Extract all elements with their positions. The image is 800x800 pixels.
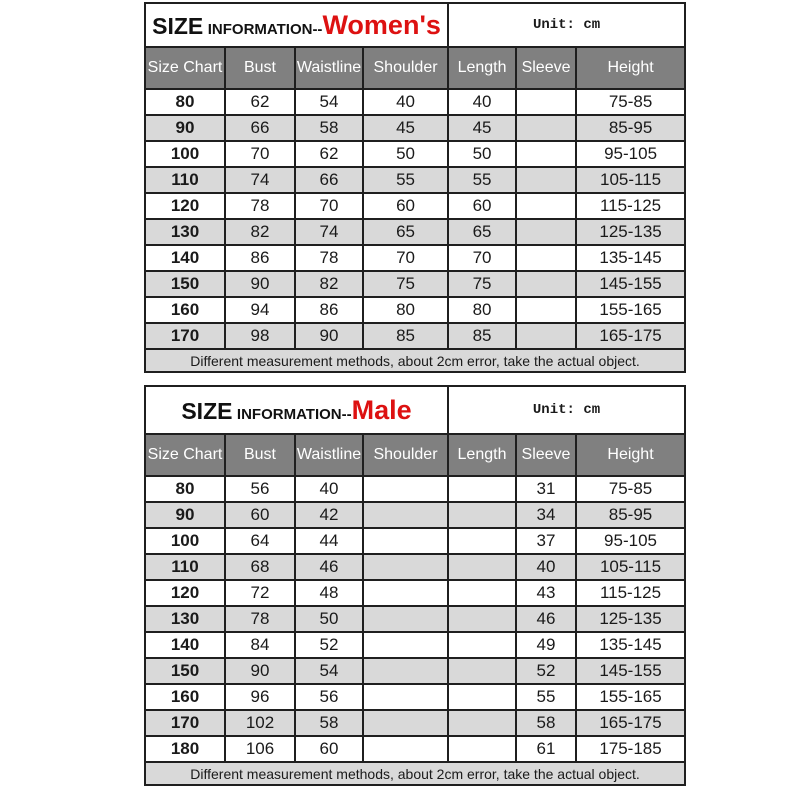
measurement-cell: 45 [448,115,516,141]
column-header-shoulder: Shoulder [363,47,448,89]
size-chart-cell: 100 [145,528,225,554]
measurement-cell: 82 [295,271,363,297]
table-row [145,141,685,167]
measurement-cell: 82 [225,219,295,245]
measurement-cell: 44 [295,528,363,554]
measurement-cell: 125-135 [576,219,685,245]
table-row [145,554,685,580]
size-chart-cell: 110 [145,554,225,580]
measurement-cell [516,141,576,167]
table-row [145,632,685,658]
measurement-cell: 85-95 [576,502,685,528]
measurement-cell: 55 [516,684,576,710]
measurement-cell [448,710,516,736]
measurement-cell: 65 [363,219,448,245]
measurement-cell: 85 [363,323,448,349]
footnote: Different measurement methods, about 2cm error, take the actual object. [145,349,685,372]
measurement-cell [448,606,516,632]
measurement-cell [448,632,516,658]
title-size-word: SIZE [181,397,233,424]
measurement-cell: 58 [516,710,576,736]
measurement-cell: 90 [225,271,295,297]
column-header-size-chart: Size Chart [145,47,225,89]
measurement-cell: 105-115 [576,554,685,580]
measurement-cell [516,193,576,219]
table-row [145,476,685,502]
measurement-cell [363,502,448,528]
measurement-cell: 54 [295,89,363,115]
measurement-cell: 85 [448,323,516,349]
measurement-cell: 60 [225,502,295,528]
table-row [145,89,685,115]
measurement-cell: 54 [295,658,363,684]
table-row [145,271,685,297]
table-row [145,658,685,684]
title-row [145,386,685,434]
footnote-row [145,349,685,372]
measurement-cell [516,219,576,245]
measurement-cell: 145-155 [576,658,685,684]
column-header-height: Height [576,47,685,89]
table-row [145,245,685,271]
measurement-cell [448,580,516,606]
measurement-cell: 115-125 [576,580,685,606]
measurement-cell: 75 [363,271,448,297]
size-chart-cell: 140 [145,632,225,658]
column-header-sleeve: Sleeve [516,434,576,476]
table-title [145,386,448,434]
measurement-cell: 60 [363,193,448,219]
measurement-cell: 50 [363,141,448,167]
measurement-cell [363,684,448,710]
measurement-cell [363,580,448,606]
measurement-cell [363,632,448,658]
column-header-bust: Bust [225,434,295,476]
size-chart-cell: 140 [145,245,225,271]
measurement-cell: 70 [225,141,295,167]
measurement-cell: 75 [448,271,516,297]
measurement-cell: 34 [516,502,576,528]
measurement-cell: 46 [516,606,576,632]
size-chart-cell: 170 [145,323,225,349]
measurement-cell: 90 [295,323,363,349]
table-row [145,580,685,606]
column-header-length: Length [448,47,516,89]
measurement-cell: 52 [516,658,576,684]
measurement-cell [363,476,448,502]
measurement-cell: 165-175 [576,323,685,349]
measurement-cell [448,684,516,710]
measurement-cell: 70 [363,245,448,271]
measurement-cell: 90 [225,658,295,684]
size-chart-cell: 180 [145,736,225,762]
measurement-cell [516,245,576,271]
title-info-word: INFORMATION-- [207,20,323,38]
measurement-cell: 55 [448,167,516,193]
size-chart-cell: 80 [145,476,225,502]
measurement-cell: 52 [295,632,363,658]
size-chart-cell: 80 [145,89,225,115]
measurement-cell: 94 [225,297,295,323]
table-title [145,3,448,47]
column-header-row [145,434,685,476]
measurement-cell: 31 [516,476,576,502]
measurement-cell [516,271,576,297]
measurement-cell: 50 [448,141,516,167]
measurement-cell: 75-85 [576,89,685,115]
measurement-cell: 145-155 [576,271,685,297]
measurement-cell: 49 [516,632,576,658]
measurement-cell: 62 [295,141,363,167]
measurement-cell: 74 [225,167,295,193]
table-row [145,606,685,632]
column-header-sleeve: Sleeve [516,47,576,89]
measurement-cell: 68 [225,554,295,580]
measurement-cell: 64 [225,528,295,554]
measurement-cell: 40 [448,89,516,115]
measurement-cell: 84 [225,632,295,658]
size-chart-cell: 160 [145,684,225,710]
measurement-cell: 125-135 [576,606,685,632]
measurement-cell [448,554,516,580]
measurement-cell: 72 [225,580,295,606]
measurement-cell [448,528,516,554]
measurement-cell: 56 [225,476,295,502]
measurement-cell: 62 [225,89,295,115]
size-chart-cell: 170 [145,710,225,736]
measurement-cell: 74 [295,219,363,245]
measurement-cell: 135-145 [576,632,685,658]
column-header-waistline: Waistline [295,47,363,89]
size-chart-cell: 150 [145,658,225,684]
measurement-cell: 102 [225,710,295,736]
measurement-cell: 40 [295,476,363,502]
measurement-cell [448,658,516,684]
measurement-cell [363,606,448,632]
measurement-cell: 40 [516,554,576,580]
table-row [145,528,685,554]
measurement-cell: 86 [295,297,363,323]
column-header-size-chart: Size Chart [145,434,225,476]
measurement-cell: 66 [225,115,295,141]
measurement-cell: 105-115 [576,167,685,193]
title-gender-word: Women's [322,9,441,40]
measurement-cell: 75-85 [576,476,685,502]
measurement-cell [516,297,576,323]
measurement-cell: 55 [363,167,448,193]
title-gender-word: Male [351,394,412,425]
title-info-word: INFORMATION-- [236,405,352,423]
measurement-cell: 45 [363,115,448,141]
size-chart-cell: 160 [145,297,225,323]
measurement-cell: 56 [295,684,363,710]
size-chart-cell: 90 [145,502,225,528]
column-header-waistline: Waistline [295,434,363,476]
size-table-male [144,385,686,786]
column-header-bust: Bust [225,47,295,89]
measurement-cell: 70 [448,245,516,271]
measurement-cell [516,323,576,349]
footnote: Different measurement methods, about 2cm error, take the actual object. [145,762,685,785]
measurement-cell [516,115,576,141]
measurement-cell [448,502,516,528]
column-header-shoulder: Shoulder [363,434,448,476]
table-row [145,710,685,736]
footnote-row [145,762,685,785]
size-chart-cell: 110 [145,167,225,193]
measurement-cell [448,476,516,502]
measurement-cell [363,528,448,554]
title-size-word: SIZE [152,12,204,39]
measurement-cell: 80 [363,297,448,323]
measurement-cell: 115-125 [576,193,685,219]
measurement-cell [363,554,448,580]
column-header-height: Height [576,434,685,476]
size-chart-cell: 120 [145,580,225,606]
measurement-cell: 58 [295,710,363,736]
table-row [145,115,685,141]
measurement-cell: 60 [295,736,363,762]
table-row [145,219,685,245]
unit-label: Unit: cm [448,3,685,47]
measurement-cell: 58 [295,115,363,141]
measurement-cell [516,167,576,193]
measurement-cell: 80 [448,297,516,323]
unit-label: Unit: cm [448,386,685,434]
measurement-cell: 96 [225,684,295,710]
measurement-cell: 65 [448,219,516,245]
measurement-cell: 165-175 [576,710,685,736]
column-header-length: Length [448,434,516,476]
size-table-body [145,89,685,349]
measurement-cell: 70 [295,193,363,219]
measurement-cell: 66 [295,167,363,193]
measurement-cell: 42 [295,502,363,528]
measurement-cell: 95-105 [576,141,685,167]
table-row [145,323,685,349]
measurement-cell: 37 [516,528,576,554]
measurement-cell: 98 [225,323,295,349]
measurement-cell: 50 [295,606,363,632]
title-row [145,3,685,47]
measurement-cell: 175-185 [576,736,685,762]
table-row [145,193,685,219]
table-row [145,167,685,193]
measurement-cell [516,89,576,115]
size-chart-cell: 100 [145,141,225,167]
size-table-womens [144,2,686,373]
measurement-cell: 85-95 [576,115,685,141]
measurement-cell: 48 [295,580,363,606]
measurement-cell: 86 [225,245,295,271]
measurement-cell: 135-145 [576,245,685,271]
size-chart-cell: 130 [145,606,225,632]
measurement-cell: 155-165 [576,297,685,323]
measurement-cell: 78 [295,245,363,271]
size-chart-cell: 150 [145,271,225,297]
measurement-cell: 61 [516,736,576,762]
measurement-cell [363,658,448,684]
measurement-cell: 43 [516,580,576,606]
size-chart-cell: 120 [145,193,225,219]
table-row [145,684,685,710]
measurement-cell: 78 [225,606,295,632]
measurement-cell: 60 [448,193,516,219]
measurement-cell: 106 [225,736,295,762]
size-chart-cell: 90 [145,115,225,141]
size-table-body [145,476,685,762]
size-chart-cell: 130 [145,219,225,245]
measurement-cell [363,736,448,762]
measurement-cell [448,736,516,762]
measurement-cell: 46 [295,554,363,580]
measurement-cell [363,710,448,736]
measurement-cell: 40 [363,89,448,115]
table-row [145,502,685,528]
measurement-cell: 78 [225,193,295,219]
table-row [145,736,685,762]
column-header-row [145,47,685,89]
measurement-cell: 155-165 [576,684,685,710]
table-row [145,297,685,323]
measurement-cell: 95-105 [576,528,685,554]
